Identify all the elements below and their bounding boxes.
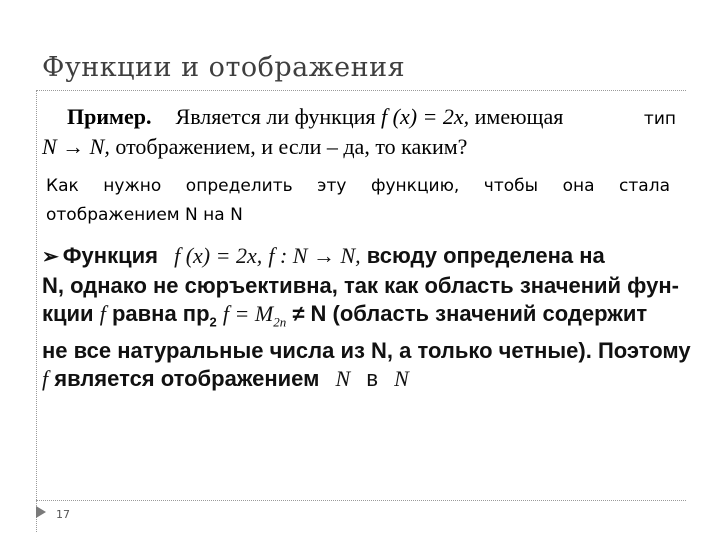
example-label: Пример. — [67, 104, 152, 129]
answer-text-defined: всюду определена на — [366, 243, 605, 268]
answer-text-range: ≠ N (область значений содержит — [292, 301, 648, 326]
type-word: тип — [643, 109, 676, 129]
page-marker-icon — [36, 506, 46, 518]
example-mapping: N → N, — [42, 134, 110, 159]
answer-f-symbol-2: f — [42, 366, 49, 392]
answer-line-5 — [42, 365, 672, 394]
example-question-part3: отображением, и если – да, то каким? — [115, 134, 468, 159]
answer-line-3: кции f равна $пр_2$ $f = M_{2n} \ne N$ (область значений содержит — [42, 301, 648, 330]
answer-paragraph — [42, 242, 691, 394]
title-divider — [36, 90, 686, 91]
footer-divider — [36, 500, 686, 501]
answer-line-1 — [42, 242, 672, 272]
answer-set-m: f = M — [222, 301, 274, 326]
answer-f-symbol: f — [99, 301, 106, 326]
example-function: f (x) = 2x, — [381, 104, 470, 129]
answer-n-symbol-2: N — [394, 366, 409, 392]
arrow-bullet-icon: ➢ — [42, 246, 59, 268]
answer-text-into: в — [366, 366, 379, 392]
answer-formula: f (x) = 2x, — [174, 243, 263, 268]
answer-n-symbol-1: N — [335, 366, 351, 392]
question-paragraph: Как нужно определить эту функцию, чтобы она стала отображением N на N — [46, 176, 670, 225]
example-question-part1: Является ли функция — [175, 104, 376, 129]
slide-title: Функции и отображения — [42, 52, 406, 83]
answer-text-is-mapping: является отображением — [54, 366, 320, 392]
answer-line-2: N, однако не сюръективна, так как область значений фун- — [42, 272, 679, 298]
answer-mapping: f : N → N, — [268, 243, 361, 268]
example-paragraph — [42, 102, 682, 162]
answer-text-equals-pr: равна пр — [111, 301, 210, 326]
page-number: 17 — [56, 508, 70, 521]
answer-text-function: Функция — [62, 243, 158, 268]
example-question-part2: имеющая — [474, 104, 564, 129]
left-border-line — [36, 90, 37, 532]
answer-line-4: не все натуральные числа из N, а только четные). Поэтому — [42, 337, 691, 363]
answer-text-functions: кции — [42, 301, 94, 326]
